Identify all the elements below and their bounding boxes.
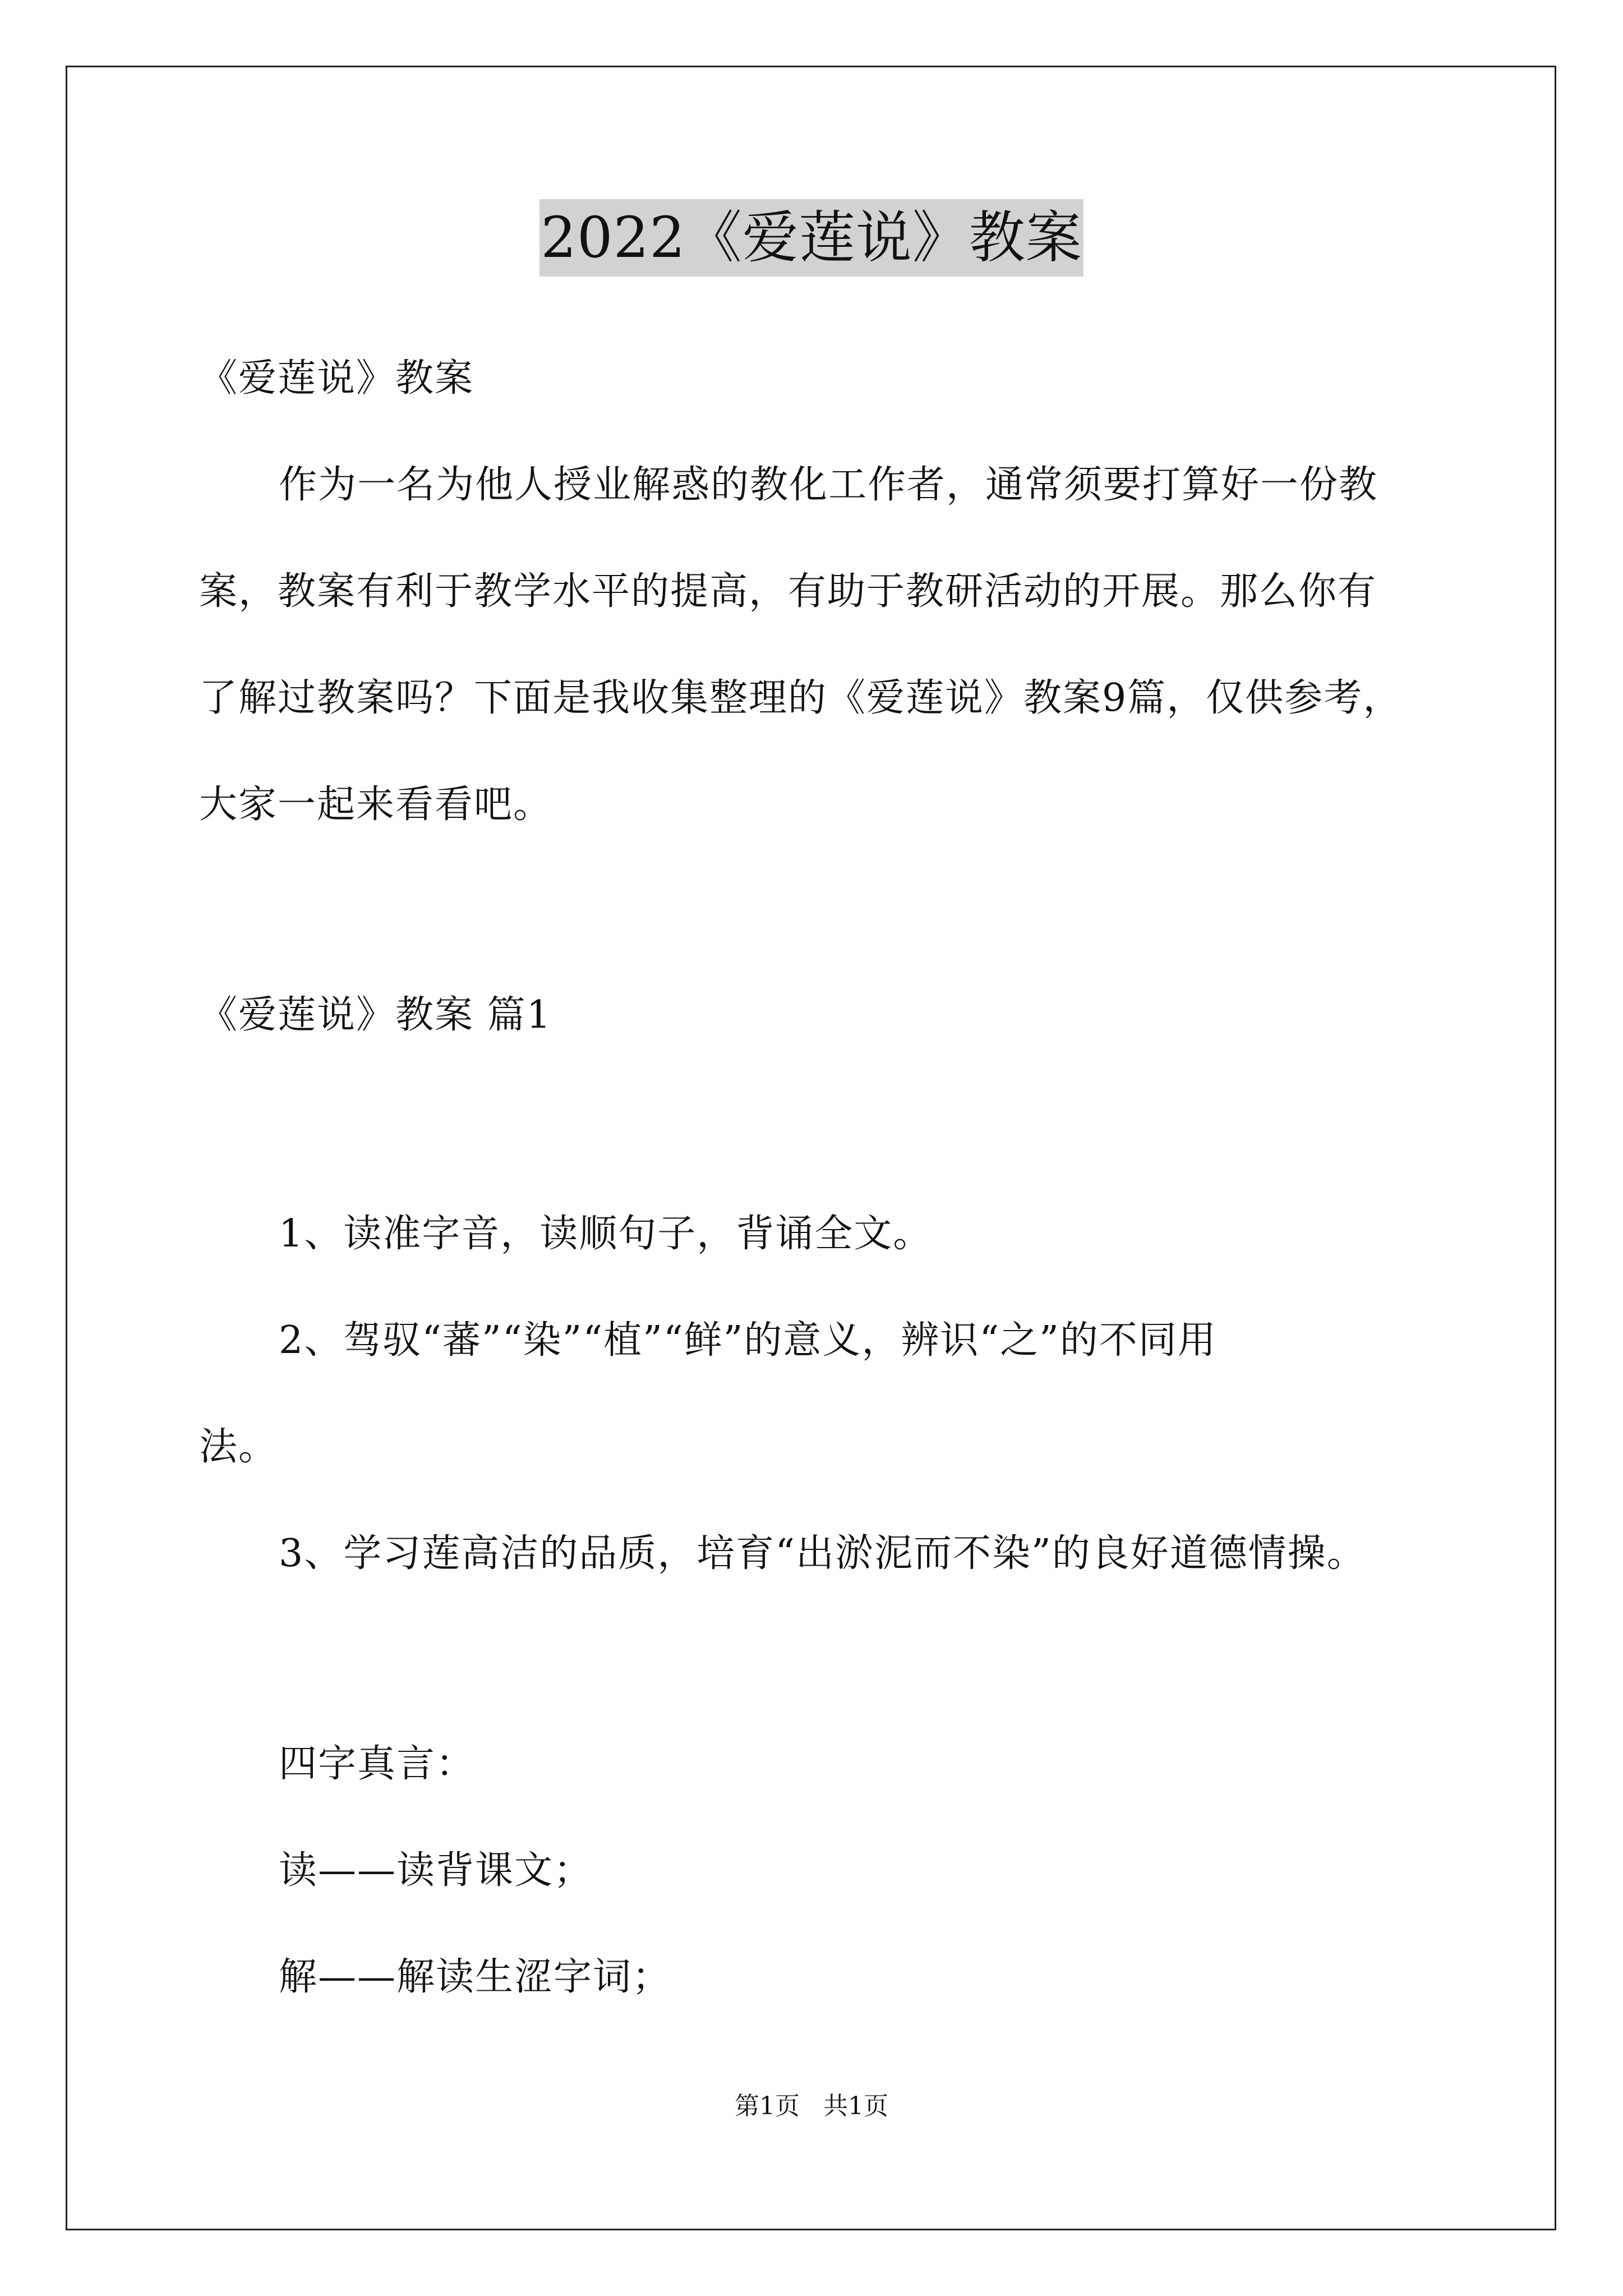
method-line-2: 解——解读生涩字词； bbox=[279, 1955, 672, 1999]
intro-line-2: 案，教案有利于教学水平的提高，有助于教研活动的开展。那么你有 bbox=[199, 569, 1377, 614]
document-subtitle: 《爱莲说》教案 bbox=[199, 356, 474, 401]
intro-line-4: 大家一起来看看吧。 bbox=[199, 783, 553, 827]
document-title: 2022《爱莲说》教案 bbox=[540, 199, 1083, 277]
objective-1: 1、读准字音，读顺句子，背诵全文。 bbox=[279, 1212, 933, 1256]
page-footer: 第1页 共1页 bbox=[735, 2092, 888, 2120]
title-container bbox=[0, 199, 1623, 277]
method-heading: 四字真言： bbox=[279, 1742, 476, 1786]
objective-3: 3、学习莲高洁的品质，培育“出淤泥而不染”的良好道德情操。 bbox=[279, 1531, 1366, 1576]
method-line-1: 读——读背课文； bbox=[279, 1848, 593, 1893]
objective-2-continued: 法。 bbox=[199, 1425, 278, 1469]
objective-2: 2、驾驭“蕃”“染”“植”“鲜”的意义，辨识“之”的不同用 bbox=[279, 1318, 1217, 1363]
intro-line-3: 了解过教案吗？下面是我收集整理的《爱莲说》教案9篇，仅供参考， bbox=[199, 676, 1403, 720]
intro-line-1: 作为一名为他人授业解惑的教化工作者，通常须要打算好一份教 bbox=[279, 463, 1378, 507]
section-heading: 《爱莲说》教案 篇1 bbox=[199, 993, 552, 1037]
